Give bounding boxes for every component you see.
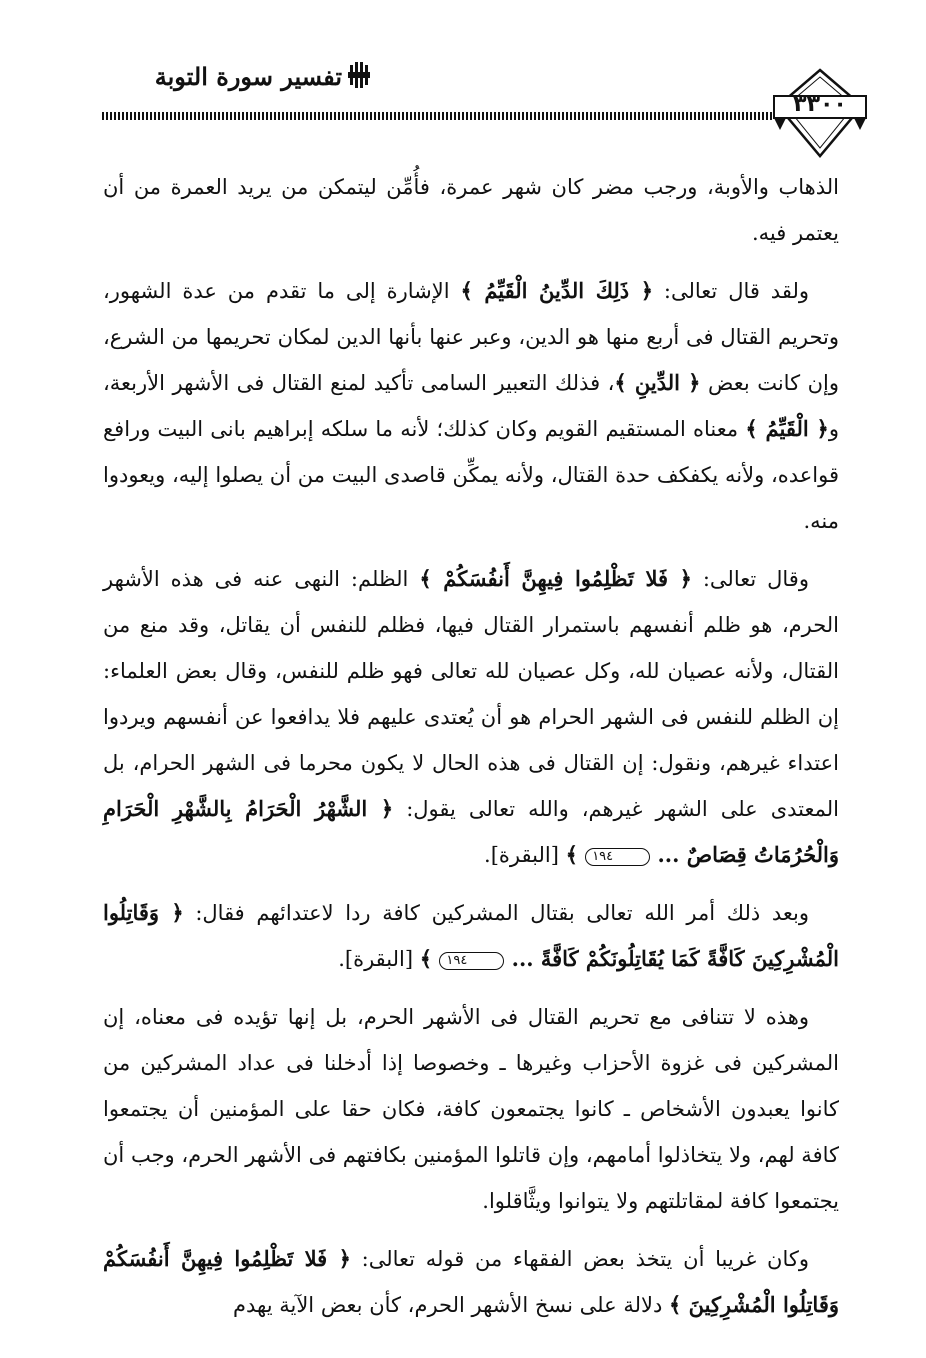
body-text-run: دلالة على نسخ الأشهر الحرم، كأن بعض الآية يهدم [233,1293,669,1317]
body-text [103,164,839,1340]
body-text-run: ، فذلك التعبير السامى تأكيد لمنع القتال فى الأشهر الأربعة، و [103,371,840,441]
paragraph [103,164,839,256]
verse-number: ١٩٤ [585,848,650,866]
body-text-run: وبعد ذلك أمر الله تعالى بقتال المشركين كافة ردا لاعتدائهم فقال: [183,901,809,925]
verse-number: ١٩٤ [439,952,504,970]
body-text-run: الإشارة إلى ما تقدم من عدة الشهور، وتحريم القتال فى أربع منها هو الدين، وعبر عنها بأنها الدين لمكان تحريمها من الشرع، وإن كانت بعض [103,279,839,395]
body-text-run: وقال تعالى: [691,567,809,591]
quran-verse: ﴿ فَلا تَظْلِمُوا فِيهِنَّ أَنفُسَكُمْ ﴾ [419,566,692,591]
quran-verse: ﴿ الشَّهْرُ الْحَرَامُ بِالشَّهْرِ الْحَرَامِ وَالْحُرُمَاتُ قِصَاصٌ ... [103,796,839,867]
body-text-run: الذهاب والأوبة، ورجب مضر كان شهر عمرة، فأُمِّن ليتمكن من يريد العمرة من أن يعتمر فيه. [103,175,839,245]
body-text-run: الظلم: النهى عنه فى هذه الأشهر الحرم، هو ظلم أنفسهم باستمرار القتال فيها، فظلم للنفس أن يقاتل، وقد منع من القتال، ولأنه عصيان لله، وكل عصيان لله تعالى فهو ظلم للنفس، وقال بعض العلماء: إن الظلم للنفس فى الشهر الحرام هو أن يُعتدى عليهم فلا يدافعوا عن أنفسهم ويردوا اعتداء غيرهم، ونقول: إن القتال فى هذه الحال لا يكون محرما فى الشهر الحرام، بل المعتدى على الشهر غيرهم، والله تعالى يقول: [103,567,839,821]
paragraph [103,556,839,878]
header-rule [102,112,774,120]
quran-verse: ﴿ الْقَيِّمُ ﴾ [745,416,829,441]
quran-verse: ﴿ ذَلِكَ الدِّينُ الْقَيِّمُ ﴾ [460,278,653,303]
body-text-run: ولقد قال تعالى: [653,279,809,303]
page-header [0,0,926,160]
quran-verse: ﴿ وَقَاتِلُوا الْمُشْرِكِينَ كَافَّةً كَمَا يُقَاتِلُونَكُمْ كَافَّةً ... [103,900,839,971]
paragraph [103,994,839,1224]
body-text-run: [البقرة]. [338,947,420,971]
body-text-run: معناه المستقيم القويم وكان كذلك؛ لأنه ما سلكه إبراهيم بانى البيت ورافع قواعده، ولأنه يكفكف حدة القتال، ولأنه يمكِّن قاصدى البيت من أن يصلوا إليه، ويعودوا منه. [103,417,839,533]
paragraph [103,890,839,982]
paragraph [103,1236,839,1328]
body-text-run: [البقرة]. [484,843,566,867]
running-title: تفسير سورة التوبة [154,62,342,91]
ornament-icon [347,61,371,89]
body-text-run: وكان غريبا أن يتخذ بعض الفقهاء من قوله تعالى: [350,1247,809,1271]
body-text-run: وهذه لا تتنافى مع تحريم القتال فى الأشهر الحرم، بل إنها تؤيده فى معناه، إن المشركين فى غزوة الأحزاب وغيرها ـ وخصوصا إذا أدخلنا فى عداد المشركين من كانوا يعبدون الأشخاص ـ كانوا يجتمعون كافة، فكان حقا على المؤمنين أن يجتمعوا كافة لهم، ولا يتخاذلوا أمامهم، وإن قاتلوا المؤمنين بكافتهم فى الأشهر الحرم، وجب أن يجتمعوا كافة لمقاتلتهم ولا يتوانوا ويثَّاقلوا. [103,1005,839,1213]
quran-verse: ﴿ الدِّينِ ﴾ [614,370,701,395]
quran-verse: ﴿ فَلا تَظْلِمُوا فِيهِنَّ أَنفُسَكُمْ وَقَاتِلُوا الْمُشْرِكِينَ ﴾ [103,1246,839,1317]
paragraph [103,268,839,544]
quran-verse: ﴾ [419,946,440,971]
page-number: ٣٣٠٠ [793,92,847,117]
quran-verse: ﴾ [565,842,586,867]
